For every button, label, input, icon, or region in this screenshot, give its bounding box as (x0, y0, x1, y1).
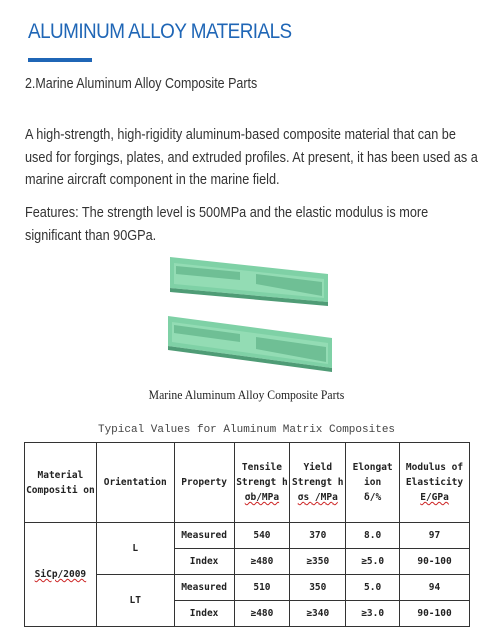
cell-property: Measured (174, 575, 234, 601)
cell-elongation: 8.0 (346, 523, 400, 549)
figure-caption: Marine Aluminum Alloy Composite Parts (148, 387, 345, 402)
cell-property: Index (174, 549, 234, 575)
features-paragraph: Features: The strength level is 500MPa and the elastic modulus is more significant than 90GPa. (25, 205, 429, 244)
header-orientation: Orientation (96, 443, 174, 523)
cell-elongation: ≥3.0 (346, 601, 400, 627)
header-elongation-label: Elongat ion (352, 462, 393, 488)
header-modulus-unit: E/GPa (420, 492, 449, 503)
header-yield (290, 443, 346, 523)
cell-modulus: 90-100 (400, 601, 470, 627)
cell-orientation: L (96, 523, 174, 575)
cell-yield: ≥350 (290, 549, 346, 575)
header-tensile-label: Tensile Strengt h (236, 462, 288, 488)
cell-modulus: 97 (400, 523, 470, 549)
composite-parts-photo (160, 254, 340, 376)
cell-property: Index (174, 601, 234, 627)
cell-elongation: 5.0 (346, 575, 400, 601)
header-yield-unit: σs /MPa (297, 492, 338, 503)
header-material: Material Compositi on (25, 443, 97, 523)
cell-modulus: 94 (400, 575, 470, 601)
page-title: ALUMINUM ALLOY MATERIALS (28, 20, 292, 43)
composite-part-upper (170, 257, 328, 306)
header-tensile-unit: σb/MPa (244, 492, 280, 503)
cell-material: SiCp/2009 (25, 523, 97, 627)
cell-tensile: ≥480 (234, 549, 290, 575)
cell-tensile: 510 (234, 575, 290, 601)
header-modulus (400, 443, 470, 523)
table-row (25, 523, 470, 549)
header-elongation (346, 443, 400, 523)
section-subtitle: 2.Marine Aluminum Alloy Composite Parts (25, 76, 258, 92)
cell-yield: 370 (290, 523, 346, 549)
header-elongation-unit: δ/% (364, 492, 382, 503)
header-tensile (234, 443, 290, 523)
header-modulus-label: Modulus of Elasticity (405, 462, 464, 488)
table-header-row (25, 443, 470, 523)
composite-part-lower (168, 316, 332, 372)
cell-modulus: 90-100 (400, 549, 470, 575)
cell-property: Measured (174, 523, 234, 549)
cell-yield: 350 (290, 575, 346, 601)
cell-elongation: ≥5.0 (346, 549, 400, 575)
cell-yield: ≥340 (290, 601, 346, 627)
header-yield-label: Yield Strengt h (292, 462, 344, 488)
table-title: Typical Values for Aluminum Matrix Composites (97, 424, 396, 436)
properties-table (24, 442, 470, 627)
cell-orientation: LT (96, 575, 174, 627)
cell-tensile: 540 (234, 523, 290, 549)
cell-tensile: ≥480 (234, 601, 290, 627)
header-property: Property (174, 443, 234, 523)
description-paragraph: A high-strength, high-rigidity aluminum-based composite material that can be used for forgings, plates, and extruded profiles. At present, it has been used as a marine aircraft component in the marine field. (25, 127, 478, 188)
title-underline (28, 58, 92, 62)
